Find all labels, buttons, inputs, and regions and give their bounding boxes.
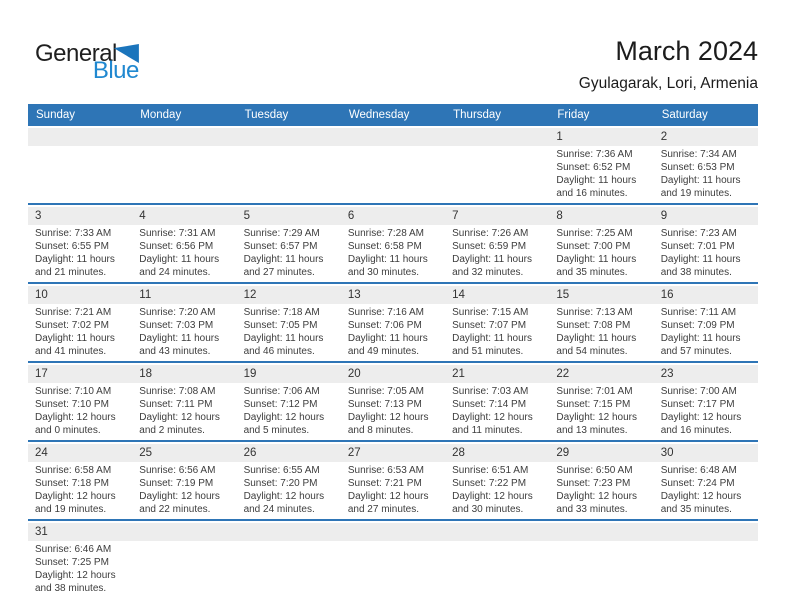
daylight-text: Daylight: 12 hours and 11 minutes. bbox=[452, 412, 533, 436]
sunrise-text: Sunrise: 6:53 AM bbox=[347, 465, 424, 476]
day-number: 26 bbox=[237, 444, 341, 462]
day-info bbox=[654, 462, 758, 519]
day-number bbox=[445, 128, 549, 146]
daylight-text: Daylight: 11 hours and 19 minutes. bbox=[660, 175, 741, 199]
day-cell bbox=[654, 207, 758, 282]
sunrise-text: Sunrise: 7:25 AM bbox=[556, 228, 633, 239]
day-number: 9 bbox=[654, 207, 758, 225]
day-info bbox=[445, 383, 549, 440]
day-cell bbox=[28, 207, 132, 282]
sunset-text: Sunset: 7:02 PM bbox=[35, 320, 109, 331]
day-info bbox=[132, 304, 236, 361]
day-info bbox=[237, 225, 341, 282]
empty-day-cell bbox=[237, 128, 341, 203]
empty-day-cell bbox=[445, 128, 549, 203]
day-number: 27 bbox=[341, 444, 445, 462]
sunrise-text: Sunrise: 7:00 AM bbox=[660, 386, 737, 397]
weekday-header: Sunday bbox=[36, 109, 76, 121]
sunset-text: Sunset: 7:11 PM bbox=[139, 399, 213, 410]
day-number bbox=[445, 523, 549, 541]
day-info bbox=[341, 225, 445, 282]
sunset-text: Sunset: 6:55 PM bbox=[35, 241, 109, 252]
weekday-header: Saturday bbox=[661, 109, 708, 121]
day-cell bbox=[341, 444, 445, 519]
sunrise-text: Sunrise: 6:55 AM bbox=[243, 465, 320, 476]
daylight-text: Daylight: 11 hours and 21 minutes. bbox=[35, 254, 115, 278]
sunset-text: Sunset: 6:59 PM bbox=[452, 241, 527, 252]
sunrise-text: Sunrise: 7:16 AM bbox=[347, 307, 424, 318]
day-number: 14 bbox=[445, 286, 549, 304]
day-number: 20 bbox=[341, 365, 445, 383]
day-cell bbox=[445, 365, 549, 440]
day-info bbox=[132, 383, 236, 440]
sunset-text: Sunset: 7:21 PM bbox=[347, 478, 422, 489]
day-number: 15 bbox=[549, 286, 653, 304]
daylight-text: Daylight: 11 hours and 24 minutes. bbox=[139, 254, 220, 278]
day-number: 16 bbox=[654, 286, 758, 304]
day-number: 29 bbox=[549, 444, 653, 462]
day-number: 25 bbox=[132, 444, 236, 462]
day-number: 12 bbox=[237, 286, 341, 304]
sunset-text: Sunset: 7:14 PM bbox=[452, 399, 527, 410]
day-info bbox=[654, 146, 758, 203]
week-row bbox=[28, 284, 758, 363]
day-number: 8 bbox=[549, 207, 653, 225]
day-cell bbox=[132, 365, 236, 440]
day-number: 21 bbox=[445, 365, 549, 383]
day-info bbox=[28, 304, 132, 361]
weekday-header-row bbox=[28, 104, 758, 126]
empty-day-cell bbox=[341, 523, 445, 598]
day-number: 5 bbox=[237, 207, 341, 225]
day-cell bbox=[28, 365, 132, 440]
daylight-text: Daylight: 11 hours and 49 minutes. bbox=[347, 333, 428, 357]
sunset-text: Sunset: 7:10 PM bbox=[35, 399, 109, 410]
sunrise-text: Sunrise: 7:26 AM bbox=[452, 228, 529, 239]
sunrise-text: Sunrise: 7:15 AM bbox=[452, 307, 529, 318]
sunset-text: Sunset: 6:57 PM bbox=[243, 241, 318, 252]
day-info bbox=[549, 383, 653, 440]
sunset-text: Sunset: 7:18 PM bbox=[35, 478, 109, 489]
weekday-header: Friday bbox=[557, 109, 590, 121]
daylight-text: Daylight: 12 hours and 22 minutes. bbox=[139, 491, 220, 515]
sunset-text: Sunset: 6:53 PM bbox=[660, 162, 735, 173]
weekday-header: Tuesday bbox=[244, 109, 289, 121]
sunset-text: Sunset: 7:09 PM bbox=[660, 320, 735, 331]
day-cell bbox=[132, 444, 236, 519]
day-number: 28 bbox=[445, 444, 549, 462]
day-info bbox=[445, 304, 549, 361]
daylight-text: Daylight: 11 hours and 54 minutes. bbox=[556, 333, 637, 357]
week-row bbox=[28, 442, 758, 521]
day-cell bbox=[341, 286, 445, 361]
sunrise-text: Sunrise: 7:20 AM bbox=[139, 307, 216, 318]
logo-blue-text: Blue bbox=[92, 57, 139, 84]
daylight-text: Daylight: 12 hours and 2 minutes. bbox=[139, 412, 220, 436]
day-cell bbox=[445, 444, 549, 519]
daylight-text: Daylight: 11 hours and 41 minutes. bbox=[35, 333, 115, 357]
week-row bbox=[28, 363, 758, 442]
day-number: 7 bbox=[445, 207, 549, 225]
day-number: 10 bbox=[28, 286, 132, 304]
daylight-text: Daylight: 12 hours and 38 minutes. bbox=[35, 570, 116, 594]
daylight-text: Daylight: 12 hours and 27 minutes. bbox=[347, 491, 429, 515]
week-row bbox=[28, 205, 758, 284]
sunset-text: Sunset: 7:06 PM bbox=[347, 320, 422, 331]
day-number bbox=[132, 128, 236, 146]
empty-day-cell bbox=[654, 523, 758, 598]
weekday-header: Wednesday bbox=[348, 109, 410, 121]
sunrise-text: Sunrise: 7:34 AM bbox=[660, 149, 737, 160]
day-number bbox=[341, 128, 445, 146]
day-number: 13 bbox=[341, 286, 445, 304]
day-number: 31 bbox=[28, 523, 132, 541]
daylight-text: Daylight: 12 hours and 13 minutes. bbox=[556, 412, 638, 436]
sunrise-text: Sunrise: 7:06 AM bbox=[243, 386, 320, 397]
sunrise-text: Sunrise: 7:03 AM bbox=[452, 386, 529, 397]
day-cell bbox=[549, 444, 653, 519]
calendar-table bbox=[28, 104, 758, 598]
daylight-text: Daylight: 11 hours and 38 minutes. bbox=[660, 254, 741, 278]
sunrise-text: Sunrise: 7:33 AM bbox=[35, 228, 112, 239]
day-info bbox=[654, 225, 758, 282]
empty-day-cell bbox=[132, 523, 236, 598]
sunrise-text: Sunrise: 6:46 AM bbox=[35, 544, 112, 555]
day-info bbox=[549, 462, 653, 519]
sunrise-text: Sunrise: 7:23 AM bbox=[660, 228, 737, 239]
daylight-text: Daylight: 11 hours and 43 minutes. bbox=[139, 333, 220, 357]
logo-general-word: General bbox=[35, 40, 117, 67]
day-info bbox=[654, 304, 758, 361]
sunrise-text: Sunrise: 7:05 AM bbox=[347, 386, 424, 397]
day-cell bbox=[549, 365, 653, 440]
day-number: 30 bbox=[654, 444, 758, 462]
daylight-text: Daylight: 11 hours and 30 minutes. bbox=[347, 254, 428, 278]
general-blue-logo bbox=[35, 40, 139, 84]
day-number bbox=[132, 523, 236, 541]
header-titles bbox=[579, 36, 758, 93]
daylight-text: Daylight: 12 hours and 35 minutes. bbox=[660, 491, 742, 515]
daylight-text: Daylight: 11 hours and 57 minutes. bbox=[660, 333, 741, 357]
sunrise-text: Sunrise: 7:11 AM bbox=[660, 307, 737, 318]
location-subtitle: Gyulagarak, Lori, Armenia bbox=[578, 75, 758, 92]
day-number: 17 bbox=[28, 365, 132, 383]
day-number: 24 bbox=[28, 444, 132, 462]
day-cell bbox=[654, 444, 758, 519]
day-number: 19 bbox=[237, 365, 341, 383]
day-number: 4 bbox=[132, 207, 236, 225]
sunrise-text: Sunrise: 7:13 AM bbox=[556, 307, 633, 318]
day-info bbox=[341, 462, 445, 519]
sunrise-text: Sunrise: 6:48 AM bbox=[660, 465, 737, 476]
day-cell bbox=[445, 207, 549, 282]
day-number bbox=[341, 523, 445, 541]
empty-day-cell bbox=[132, 128, 236, 203]
empty-day-cell bbox=[237, 523, 341, 598]
daylight-text: Daylight: 11 hours and 16 minutes. bbox=[556, 175, 637, 199]
day-info bbox=[237, 462, 341, 519]
day-cell bbox=[237, 444, 341, 519]
sunset-text: Sunset: 6:52 PM bbox=[556, 162, 631, 173]
day-cell bbox=[654, 128, 758, 203]
sunset-text: Sunset: 7:00 PM bbox=[556, 241, 631, 252]
day-info bbox=[28, 462, 132, 519]
sunset-text: Sunset: 7:23 PM bbox=[556, 478, 631, 489]
daylight-text: Daylight: 12 hours and 16 minutes. bbox=[660, 412, 742, 436]
empty-day-cell bbox=[341, 128, 445, 203]
sunrise-text: Sunrise: 7:31 AM bbox=[139, 228, 216, 239]
sunset-text: Sunset: 7:22 PM bbox=[452, 478, 527, 489]
day-info bbox=[237, 304, 341, 361]
day-cell bbox=[341, 365, 445, 440]
page-title: March 2024 bbox=[615, 36, 758, 66]
day-cell bbox=[28, 523, 132, 598]
sunset-text: Sunset: 7:19 PM bbox=[139, 478, 214, 489]
daylight-text: Daylight: 12 hours and 33 minutes. bbox=[556, 491, 638, 515]
day-cell bbox=[654, 286, 758, 361]
sunset-text: Sunset: 7:03 PM bbox=[139, 320, 214, 331]
day-cell bbox=[132, 286, 236, 361]
day-info bbox=[341, 383, 445, 440]
day-number: 22 bbox=[549, 365, 653, 383]
sunset-text: Sunset: 7:17 PM bbox=[660, 399, 735, 410]
daylight-text: Daylight: 11 hours and 35 minutes. bbox=[556, 254, 637, 278]
empty-day-cell bbox=[445, 523, 549, 598]
sunset-text: Sunset: 6:56 PM bbox=[139, 241, 214, 252]
week-row bbox=[28, 126, 758, 205]
day-number: 11 bbox=[132, 286, 236, 304]
day-cell bbox=[549, 286, 653, 361]
sunrise-text: Sunrise: 7:08 AM bbox=[139, 386, 216, 397]
day-number bbox=[549, 523, 653, 541]
day-info bbox=[445, 225, 549, 282]
sunset-text: Sunset: 7:24 PM bbox=[660, 478, 735, 489]
sunset-text: Sunset: 6:58 PM bbox=[347, 241, 422, 252]
day-number: 1 bbox=[549, 128, 653, 146]
day-cell bbox=[237, 207, 341, 282]
sunrise-text: Sunrise: 7:36 AM bbox=[556, 149, 633, 160]
daylight-text: Daylight: 11 hours and 27 minutes. bbox=[243, 254, 324, 278]
day-cell bbox=[237, 286, 341, 361]
daylight-text: Daylight: 11 hours and 51 minutes. bbox=[452, 333, 532, 357]
day-number: 2 bbox=[654, 128, 758, 146]
sunrise-text: Sunrise: 6:58 AM bbox=[35, 465, 112, 476]
day-cell bbox=[654, 365, 758, 440]
daylight-text: Daylight: 11 hours and 32 minutes. bbox=[452, 254, 532, 278]
sunrise-text: Sunrise: 6:50 AM bbox=[556, 465, 633, 476]
day-info bbox=[445, 462, 549, 519]
day-cell bbox=[237, 365, 341, 440]
empty-day-cell bbox=[549, 523, 653, 598]
week-row bbox=[28, 521, 758, 598]
day-info bbox=[28, 541, 132, 598]
sunset-text: Sunset: 7:20 PM bbox=[243, 478, 318, 489]
sunrise-text: Sunrise: 7:28 AM bbox=[347, 228, 424, 239]
daylight-text: Daylight: 11 hours and 46 minutes. bbox=[243, 333, 324, 357]
day-cell bbox=[132, 207, 236, 282]
sunrise-text: Sunrise: 7:21 AM bbox=[35, 307, 112, 318]
sunset-text: Sunset: 7:13 PM bbox=[347, 399, 422, 410]
day-cell bbox=[341, 207, 445, 282]
daylight-text: Daylight: 12 hours and 30 minutes. bbox=[452, 491, 533, 515]
sunrise-text: Sunrise: 7:01 AM bbox=[556, 386, 633, 397]
day-info bbox=[28, 225, 132, 282]
day-number: 18 bbox=[132, 365, 236, 383]
day-info bbox=[654, 383, 758, 440]
sunset-text: Sunset: 7:01 PM bbox=[660, 241, 735, 252]
day-info bbox=[549, 146, 653, 203]
sunset-text: Sunset: 7:15 PM bbox=[556, 399, 631, 410]
day-info bbox=[549, 225, 653, 282]
daylight-text: Daylight: 12 hours and 5 minutes. bbox=[243, 412, 325, 436]
sunset-text: Sunset: 7:25 PM bbox=[35, 557, 109, 568]
daylight-text: Daylight: 12 hours and 19 minutes. bbox=[35, 491, 116, 515]
sunrise-text: Sunrise: 7:29 AM bbox=[243, 228, 320, 239]
sunrise-text: Sunrise: 6:56 AM bbox=[139, 465, 216, 476]
day-number bbox=[654, 523, 758, 541]
day-number bbox=[237, 128, 341, 146]
day-info bbox=[549, 304, 653, 361]
day-cell bbox=[549, 128, 653, 203]
sunset-text: Sunset: 7:05 PM bbox=[243, 320, 318, 331]
sunset-text: Sunset: 7:08 PM bbox=[556, 320, 631, 331]
calendar-weeks bbox=[28, 126, 758, 598]
daylight-text: Daylight: 12 hours and 24 minutes. bbox=[243, 491, 325, 515]
day-number: 3 bbox=[28, 207, 132, 225]
day-cell bbox=[28, 444, 132, 519]
day-cell bbox=[28, 286, 132, 361]
sunset-text: Sunset: 7:12 PM bbox=[243, 399, 318, 410]
day-cell bbox=[445, 286, 549, 361]
day-info bbox=[132, 462, 236, 519]
day-info bbox=[237, 383, 341, 440]
daylight-text: Daylight: 12 hours and 8 minutes. bbox=[347, 412, 429, 436]
day-number: 6 bbox=[341, 207, 445, 225]
day-cell bbox=[549, 207, 653, 282]
empty-day-cell bbox=[28, 128, 132, 203]
sunrise-text: Sunrise: 6:51 AM bbox=[452, 465, 529, 476]
day-number bbox=[237, 523, 341, 541]
day-info bbox=[28, 383, 132, 440]
daylight-text: Daylight: 12 hours and 0 minutes. bbox=[35, 412, 116, 436]
day-number: 23 bbox=[654, 365, 758, 383]
day-info bbox=[132, 225, 236, 282]
sunset-text: Sunset: 7:07 PM bbox=[452, 320, 527, 331]
weekday-header: Monday bbox=[140, 109, 182, 121]
sunrise-text: Sunrise: 7:10 AM bbox=[35, 386, 112, 397]
day-info bbox=[341, 304, 445, 361]
day-number bbox=[28, 128, 132, 146]
weekday-header: Thursday bbox=[453, 109, 502, 121]
sunrise-text: Sunrise: 7:18 AM bbox=[243, 307, 320, 318]
